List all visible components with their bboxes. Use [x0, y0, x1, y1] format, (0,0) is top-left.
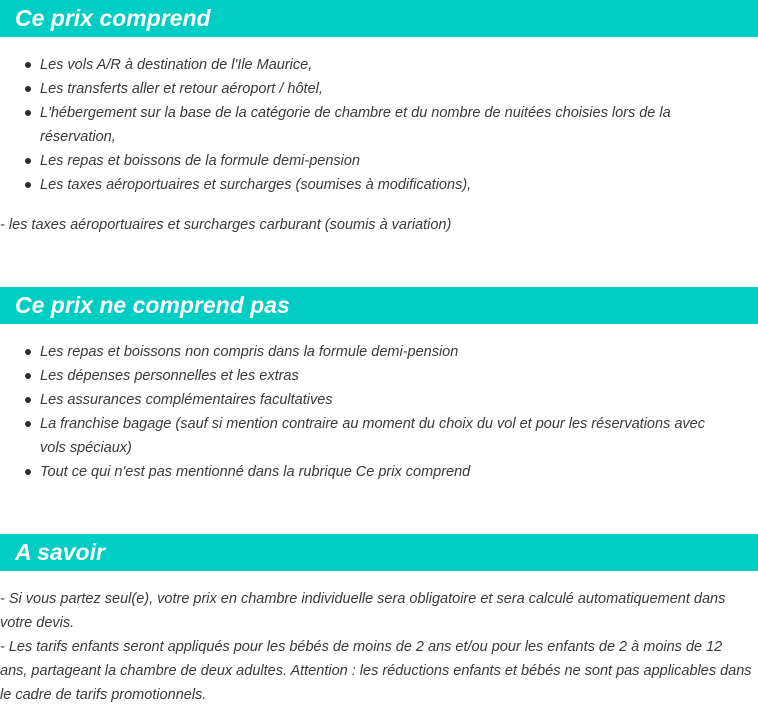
not-included-list — [0, 340, 758, 484]
list-item: Les dépenses personnelles et les extras — [0, 364, 758, 388]
section-header-included: Ce prix comprend — [0, 0, 758, 37]
good-to-know-text — [0, 587, 752, 707]
list-item: Les transferts aller et retour aéroport / hôtel, — [0, 77, 758, 101]
section-header-not-included: Ce prix ne comprend pas — [0, 287, 758, 324]
list-item: Les taxes aéroportuaires et surcharges (soumises à modifications), — [0, 173, 758, 197]
good-to-know-paragraph: - Si vous partez seul(e), votre prix en chambre individuelle sera obligatoire et sera calculé automatiquement dans votre devis. — [0, 591, 726, 631]
good-to-know-paragraph: - Les tarifs enfants seront appliqués pour les bébés de moins de 2 ans et/ou pour les enfants de 2 à moins de 12 ans, partageant la chambre de deux adultes. Attention : les réductions enfants et bébés ne sont pas applicables dans le cadre de tarifs promotionnels. — [0, 639, 752, 703]
included-note: - les taxes aéroportuaires et surcharges carburant (soumis à variation) — [0, 217, 452, 233]
list-item: Les repas et boissons non compris dans la formule demi-pension — [0, 340, 758, 364]
list-item: L'hébergement sur la base de la catégorie de chambre et du nombre de nuitées choisies lors de la réservation, — [0, 101, 758, 149]
list-item: Tout ce qui n'est pas mentionné dans la rubrique Ce prix comprend — [0, 460, 758, 484]
list-item: Les assurances complémentaires facultatives — [0, 388, 758, 412]
section-header-good-to-know: A savoir — [0, 534, 758, 571]
included-list — [0, 53, 758, 197]
list-item: La franchise bagage (sauf si mention contraire au moment du choix du vol et pour les réservations avec vols spéciaux) — [0, 412, 758, 460]
list-item: Les repas et boissons de la formule demi-pension — [0, 149, 758, 173]
list-item: Les vols A/R à destination de l'Ile Maurice, — [0, 53, 758, 77]
